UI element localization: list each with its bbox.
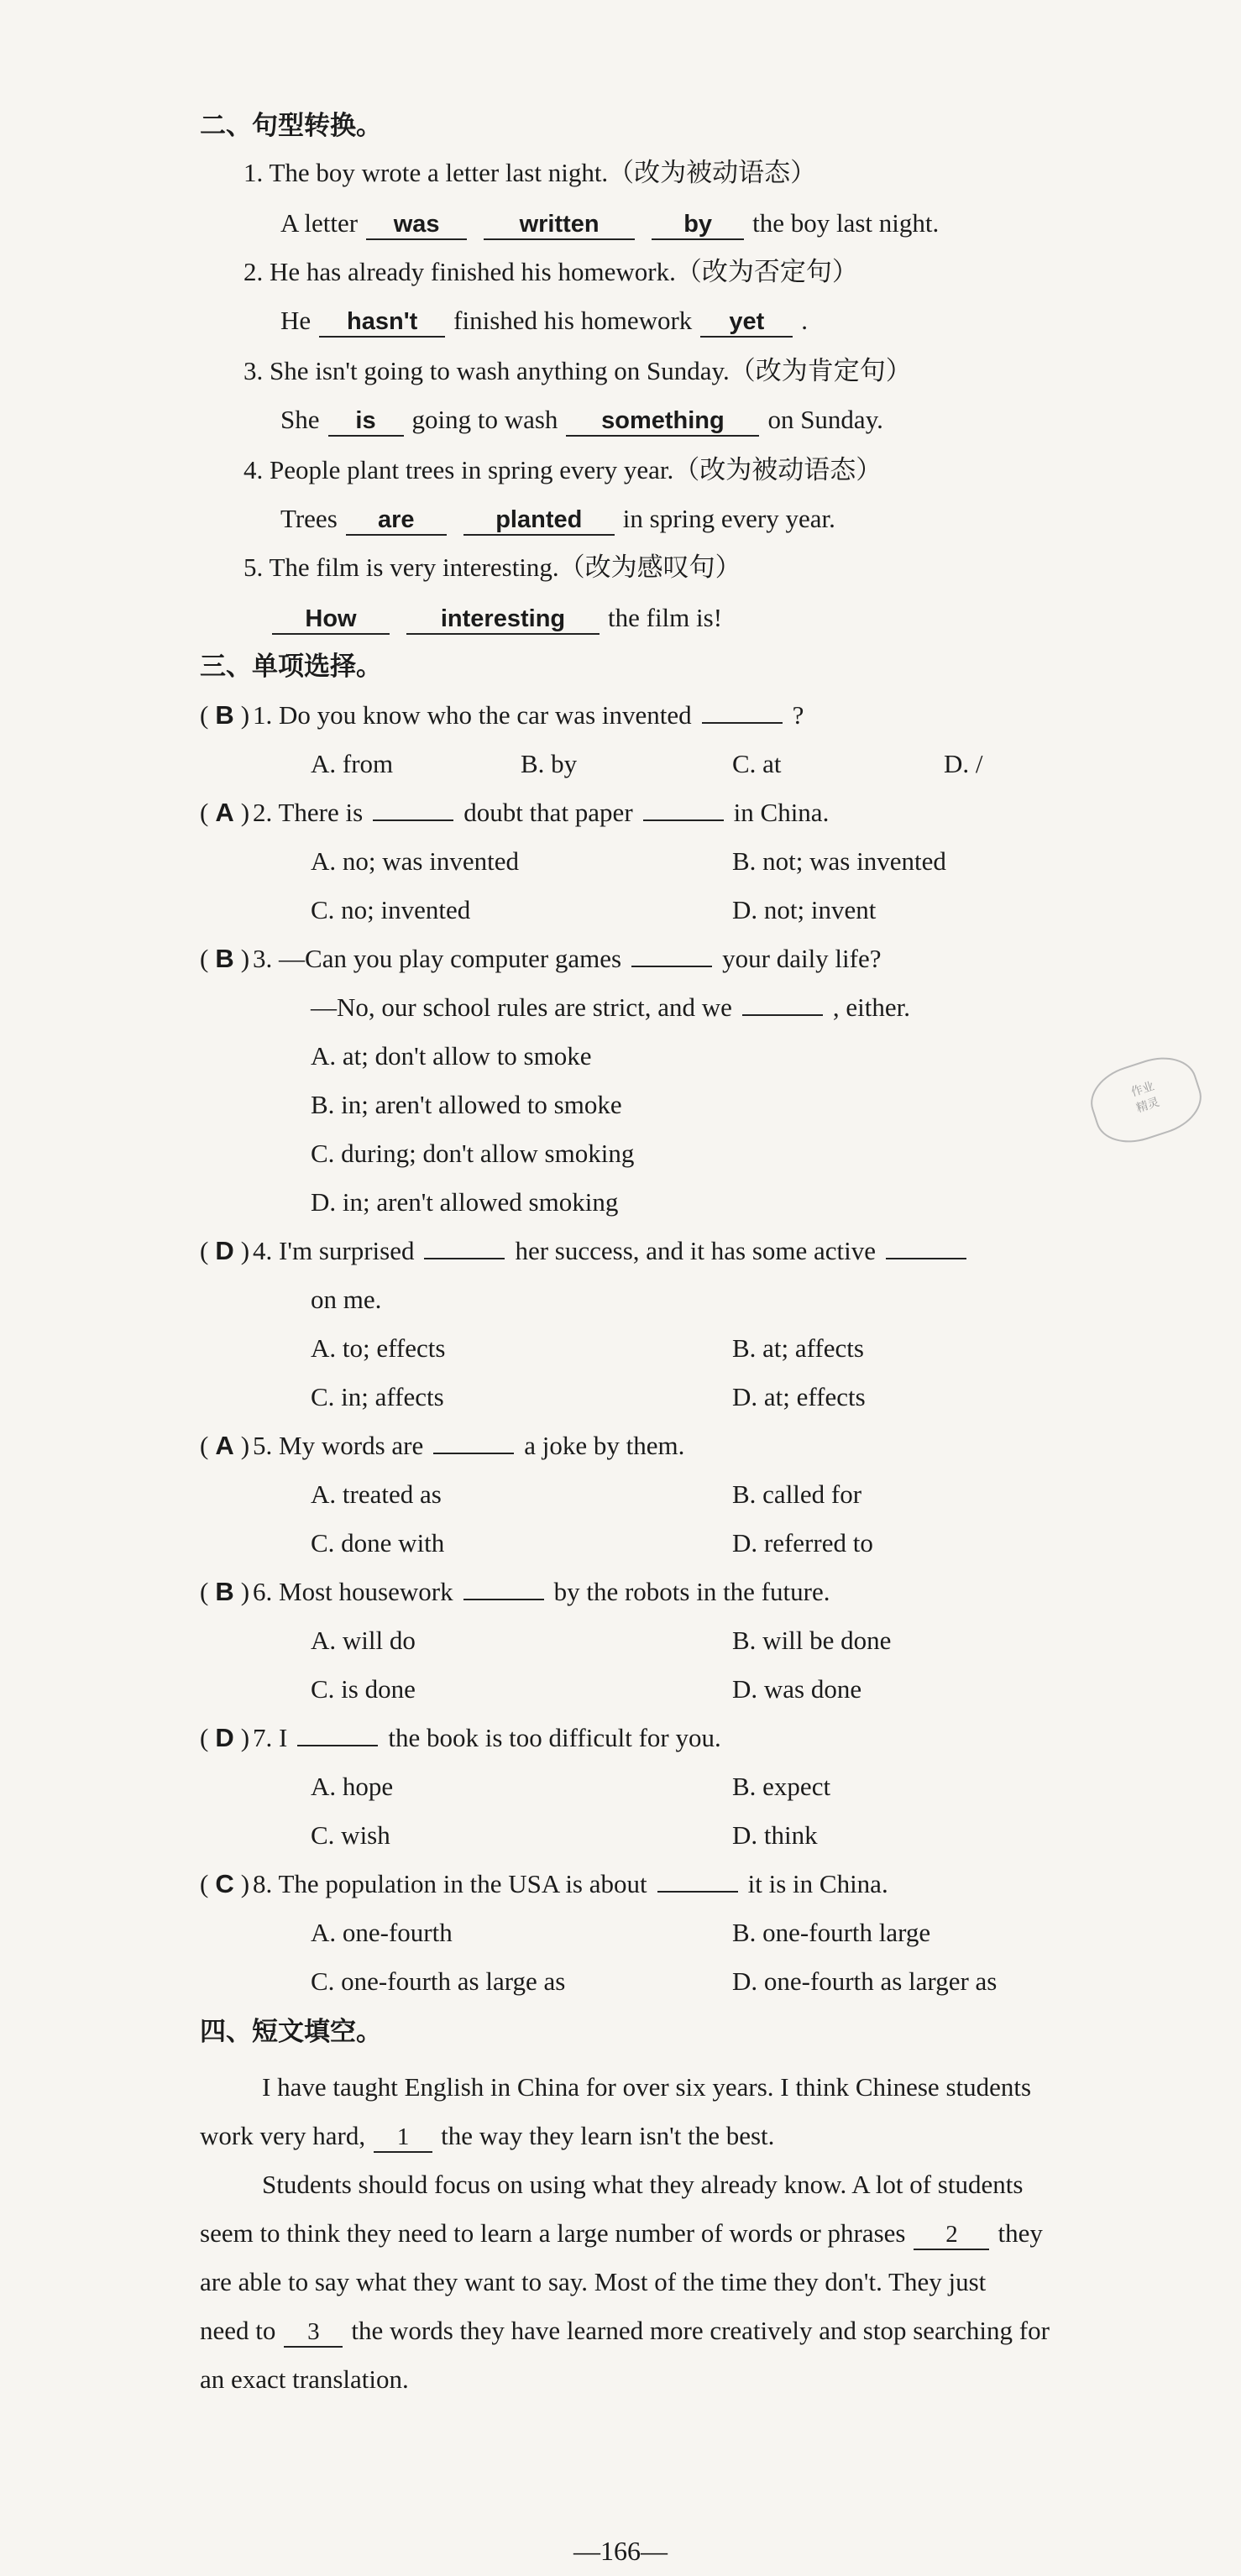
s3-q7-opt-a[interactable]: A. hope: [311, 1772, 394, 1801]
s4-blank-1[interactable]: 1: [374, 2123, 432, 2153]
s3-q3-answer[interactable]: B: [215, 944, 234, 973]
page-number: —166—: [573, 2536, 668, 2566]
s3-q3-stem: ( B ) 3. —Can you play computer games your daily life?: [200, 944, 882, 973]
section3-heading: 三、单项选择。: [200, 652, 382, 682]
s3-q3-blank-1[interactable]: [631, 942, 712, 967]
s2-q5-answer-line: How interesting the film is!: [272, 601, 722, 635]
s2-q1-stem: 1. The boy wrote a letter last night.（改为被动语态）: [243, 158, 817, 187]
s4-para2-line3: are able to say what they want to say. Most of the time they don't. They just: [200, 2267, 987, 2296]
s4-para2-line2: seem to think they need to learn a large number of words or phrases 2 they: [200, 2217, 1043, 2250]
s3-q8-blank[interactable]: [657, 1867, 738, 1893]
s2-q4-stem: 4. People plant trees in spring every year.（改为被动语态）: [243, 455, 882, 484]
s3-q8-stem: ( C ) 8. The population in the USA is about it is in China.: [200, 1869, 888, 1898]
s3-q8-opt-c[interactable]: C. one-fourth as large as: [311, 1966, 566, 1996]
s3-q2-opt-b[interactable]: B. not; was invented: [732, 846, 946, 876]
s3-q7-answer[interactable]: D: [215, 1723, 234, 1752]
s4-para2-line4: need to 3 the words they have learned more creatively and stop searching for: [200, 2314, 1050, 2348]
s4-blank-3[interactable]: 3: [284, 2317, 343, 2348]
s2-q5-stem: 5. The film is very interesting.（改为感叹句）: [243, 552, 741, 582]
s3-q2-blank-1[interactable]: [373, 796, 453, 821]
s3-q4-stem: ( D ) 4. I'm surprised her success, and it has some active: [200, 1234, 977, 1268]
s2-q3-answer-line: She is going to wash something on Sunday.: [280, 403, 883, 437]
watermark-stamp: 作业 精灵: [1082, 1047, 1209, 1153]
s3-q4-opt-a[interactable]: A. to; effects: [311, 1333, 446, 1363]
s3-q3-opt-d[interactable]: D. in; aren't allowed smoking: [311, 1187, 619, 1217]
s3-q7-opt-c[interactable]: C. wish: [311, 1820, 390, 1850]
s3-q3-opt-a[interactable]: A. at; don't allow to smoke: [311, 1041, 592, 1071]
s3-q7-stem: ( D ) 7. I the book is too difficult for you.: [200, 1723, 721, 1752]
s3-q6-blank[interactable]: [463, 1575, 544, 1600]
s3-q2-stem: ( A ) 2. There is doubt that paper in China.: [200, 798, 830, 827]
s3-q5-opt-b[interactable]: B. called for: [732, 1479, 862, 1509]
s3-q3-opt-c[interactable]: C. during; don't allow smoking: [311, 1139, 635, 1168]
s3-q6-opt-b[interactable]: B. will be done: [732, 1626, 892, 1655]
s2-q1-answer-line: A letter was written by the boy last night.: [280, 207, 939, 240]
s3-q3-opt-b[interactable]: B. in; aren't allowed to smoke: [311, 1090, 622, 1119]
s3-q2-blank-2[interactable]: [643, 796, 724, 821]
s3-q4-line2: on me.: [311, 1285, 382, 1314]
s3-q1-opt-b[interactable]: B. by: [521, 749, 578, 778]
s3-q8-opt-d[interactable]: D. one-fourth as larger as: [732, 1966, 998, 1996]
s3-q5-opt-c[interactable]: C. done with: [311, 1528, 445, 1558]
s3-q2-opt-d[interactable]: D. not; invent: [732, 895, 877, 924]
s3-q7-opt-b[interactable]: B. expect: [732, 1772, 831, 1801]
s3-q1-blank[interactable]: [702, 699, 783, 724]
s3-q2-answer[interactable]: A: [215, 798, 234, 827]
s3-q4-opt-c[interactable]: C. in; affects: [311, 1382, 444, 1411]
s2-q2-answer-line: He hasn't finished his homework yet .: [280, 304, 808, 338]
s4-para1-line2: work very hard, 1 the way they learn isn't the best.: [200, 2119, 774, 2153]
s3-q4-answer[interactable]: D: [215, 1236, 234, 1265]
s2-q5-blank-2[interactable]: interesting: [406, 605, 600, 635]
s3-q4-opt-b[interactable]: B. at; affects: [732, 1333, 864, 1363]
s3-q6-opt-d[interactable]: D. was done: [732, 1674, 862, 1704]
s3-q5-opt-d[interactable]: D. referred to: [732, 1528, 873, 1558]
s4-para2-line5: an exact translation.: [200, 2364, 409, 2394]
section4-heading: 四、短文填空。: [200, 2017, 382, 2047]
s3-q8-opt-b[interactable]: B. one-fourth large: [732, 1918, 931, 1947]
s2-q2-blank-2[interactable]: yet: [700, 307, 793, 338]
s3-q6-stem: ( B ) 6. Most housework by the robots in the future.: [200, 1577, 830, 1606]
s3-q6-answer[interactable]: B: [215, 1577, 234, 1606]
s2-q3-stem: 3. She isn't going to wash anything on Sunday.（改为肯定句）: [243, 356, 912, 385]
s3-q7-opt-d[interactable]: D. think: [732, 1820, 818, 1850]
s4-blank-2[interactable]: 2: [914, 2220, 989, 2250]
s3-q1-answer[interactable]: B: [215, 700, 234, 730]
s3-q6-opt-a[interactable]: A. will do: [311, 1626, 416, 1655]
s3-q3-blank-2[interactable]: [742, 991, 823, 1016]
s3-q5-blank[interactable]: [433, 1429, 514, 1454]
s3-q5-stem: ( A ) 5. My words are a joke by them.: [200, 1431, 685, 1460]
s2-q1-blank-3[interactable]: by: [652, 210, 744, 240]
s2-q4-answer-line: Trees are planted in spring every year.: [280, 502, 835, 536]
s3-q8-opt-a[interactable]: A. one-fourth: [311, 1918, 453, 1947]
s3-q2-opt-c[interactable]: C. no; invented: [311, 895, 471, 924]
s2-q2-stem: 2. He has already finished his homework.（改为否定句）: [243, 257, 858, 286]
section2-heading: 二、句型转换。: [200, 111, 382, 141]
s2-q1-blank-2[interactable]: written: [484, 210, 635, 240]
s3-q1-opt-c[interactable]: C. at: [732, 749, 782, 778]
s2-q3-blank-2[interactable]: something: [566, 406, 759, 437]
s2-q5-blank-1[interactable]: How: [272, 605, 390, 635]
s2-q3-blank-1[interactable]: is: [328, 406, 404, 437]
s3-q4-blank-2[interactable]: [886, 1234, 966, 1259]
s2-q4-blank-1[interactable]: are: [346, 505, 447, 536]
s3-q8-answer[interactable]: C: [215, 1869, 234, 1898]
s2-q2-blank-1[interactable]: hasn't: [319, 307, 445, 338]
s3-q1-opt-a[interactable]: A. from: [311, 749, 394, 778]
s3-q1-stem: ( B ) 1. Do you know who the car was invented ?: [200, 700, 804, 730]
s3-q3-line2: —No, our school rules are strict, and we , either.: [311, 992, 910, 1022]
s4-para2-line1: Students should focus on using what they already know. A lot of students: [262, 2170, 1024, 2199]
s3-q4-blank-1[interactable]: [424, 1234, 505, 1259]
s4-para1-line1: I have taught English in China for over six years. I think Chinese students: [262, 2072, 1032, 2102]
s3-q2-opt-a[interactable]: A. no; was invented: [311, 846, 519, 876]
s2-q4-blank-2[interactable]: planted: [463, 505, 615, 536]
s3-q4-opt-d[interactable]: D. at; effects: [732, 1382, 866, 1411]
s3-q6-opt-c[interactable]: C. is done: [311, 1674, 416, 1704]
s3-q5-answer[interactable]: A: [215, 1431, 234, 1460]
s3-q5-opt-a[interactable]: A. treated as: [311, 1479, 442, 1509]
s3-q7-blank[interactable]: [297, 1721, 378, 1746]
s2-q1-blank-1[interactable]: was: [366, 210, 467, 240]
s3-q1-opt-d[interactable]: D. /: [944, 749, 983, 778]
